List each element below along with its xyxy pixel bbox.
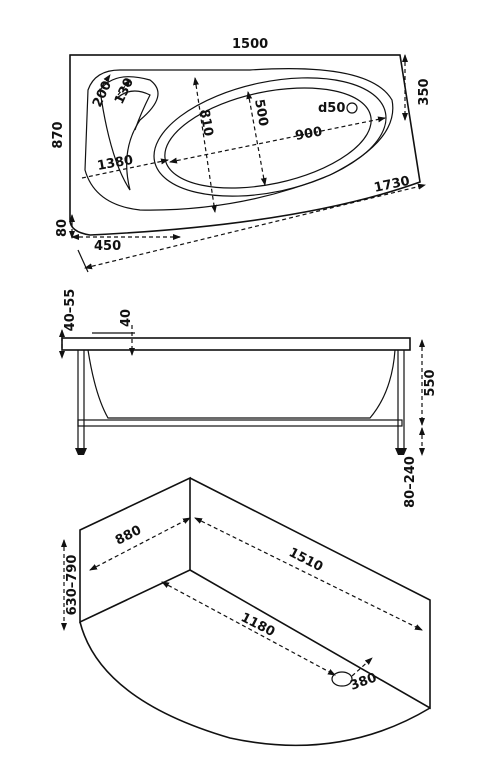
dim-80: 80 (55, 218, 70, 238)
panel-view (64, 478, 430, 745)
dim-200: 200 (90, 78, 116, 110)
foot-right (395, 448, 407, 455)
dim-130: 130 (112, 75, 138, 107)
dim-630-790: 630–790 (65, 554, 80, 616)
dim-1500: 1500 (232, 37, 269, 52)
top-view (51, 37, 432, 272)
foot-left (75, 448, 87, 455)
dim-450: 450 (94, 239, 122, 254)
wall-long (190, 478, 430, 708)
tub-rim (62, 338, 410, 350)
dim-880: 880 (113, 522, 144, 549)
dim-900: 900 (294, 124, 324, 144)
dim-350: 350 (417, 78, 432, 106)
dim-40: 40 (119, 308, 134, 328)
frame-bar (78, 420, 402, 426)
wall-short (80, 478, 190, 622)
dim-810: 810 (196, 108, 216, 138)
drain-circle (347, 103, 357, 113)
dim-1510: 1510 (286, 545, 326, 575)
dim-1380: 1380 (96, 152, 135, 174)
dim-500: 500 (251, 98, 271, 128)
dim-870: 870 (51, 121, 66, 149)
dim-1730: 1730 (372, 173, 412, 196)
tub-body (88, 350, 395, 418)
dim-40-55: 40–55 (63, 288, 78, 332)
dim-1180: 1180 (238, 610, 278, 640)
dim-80-240: 80–240 (403, 456, 418, 508)
inner-oval (143, 59, 397, 216)
dim-550: 550 (423, 369, 438, 397)
inner-oval-2 (156, 71, 381, 205)
side-view (62, 289, 438, 508)
dim-d50: d50 (318, 101, 346, 116)
dim-380: 380 (348, 670, 379, 694)
